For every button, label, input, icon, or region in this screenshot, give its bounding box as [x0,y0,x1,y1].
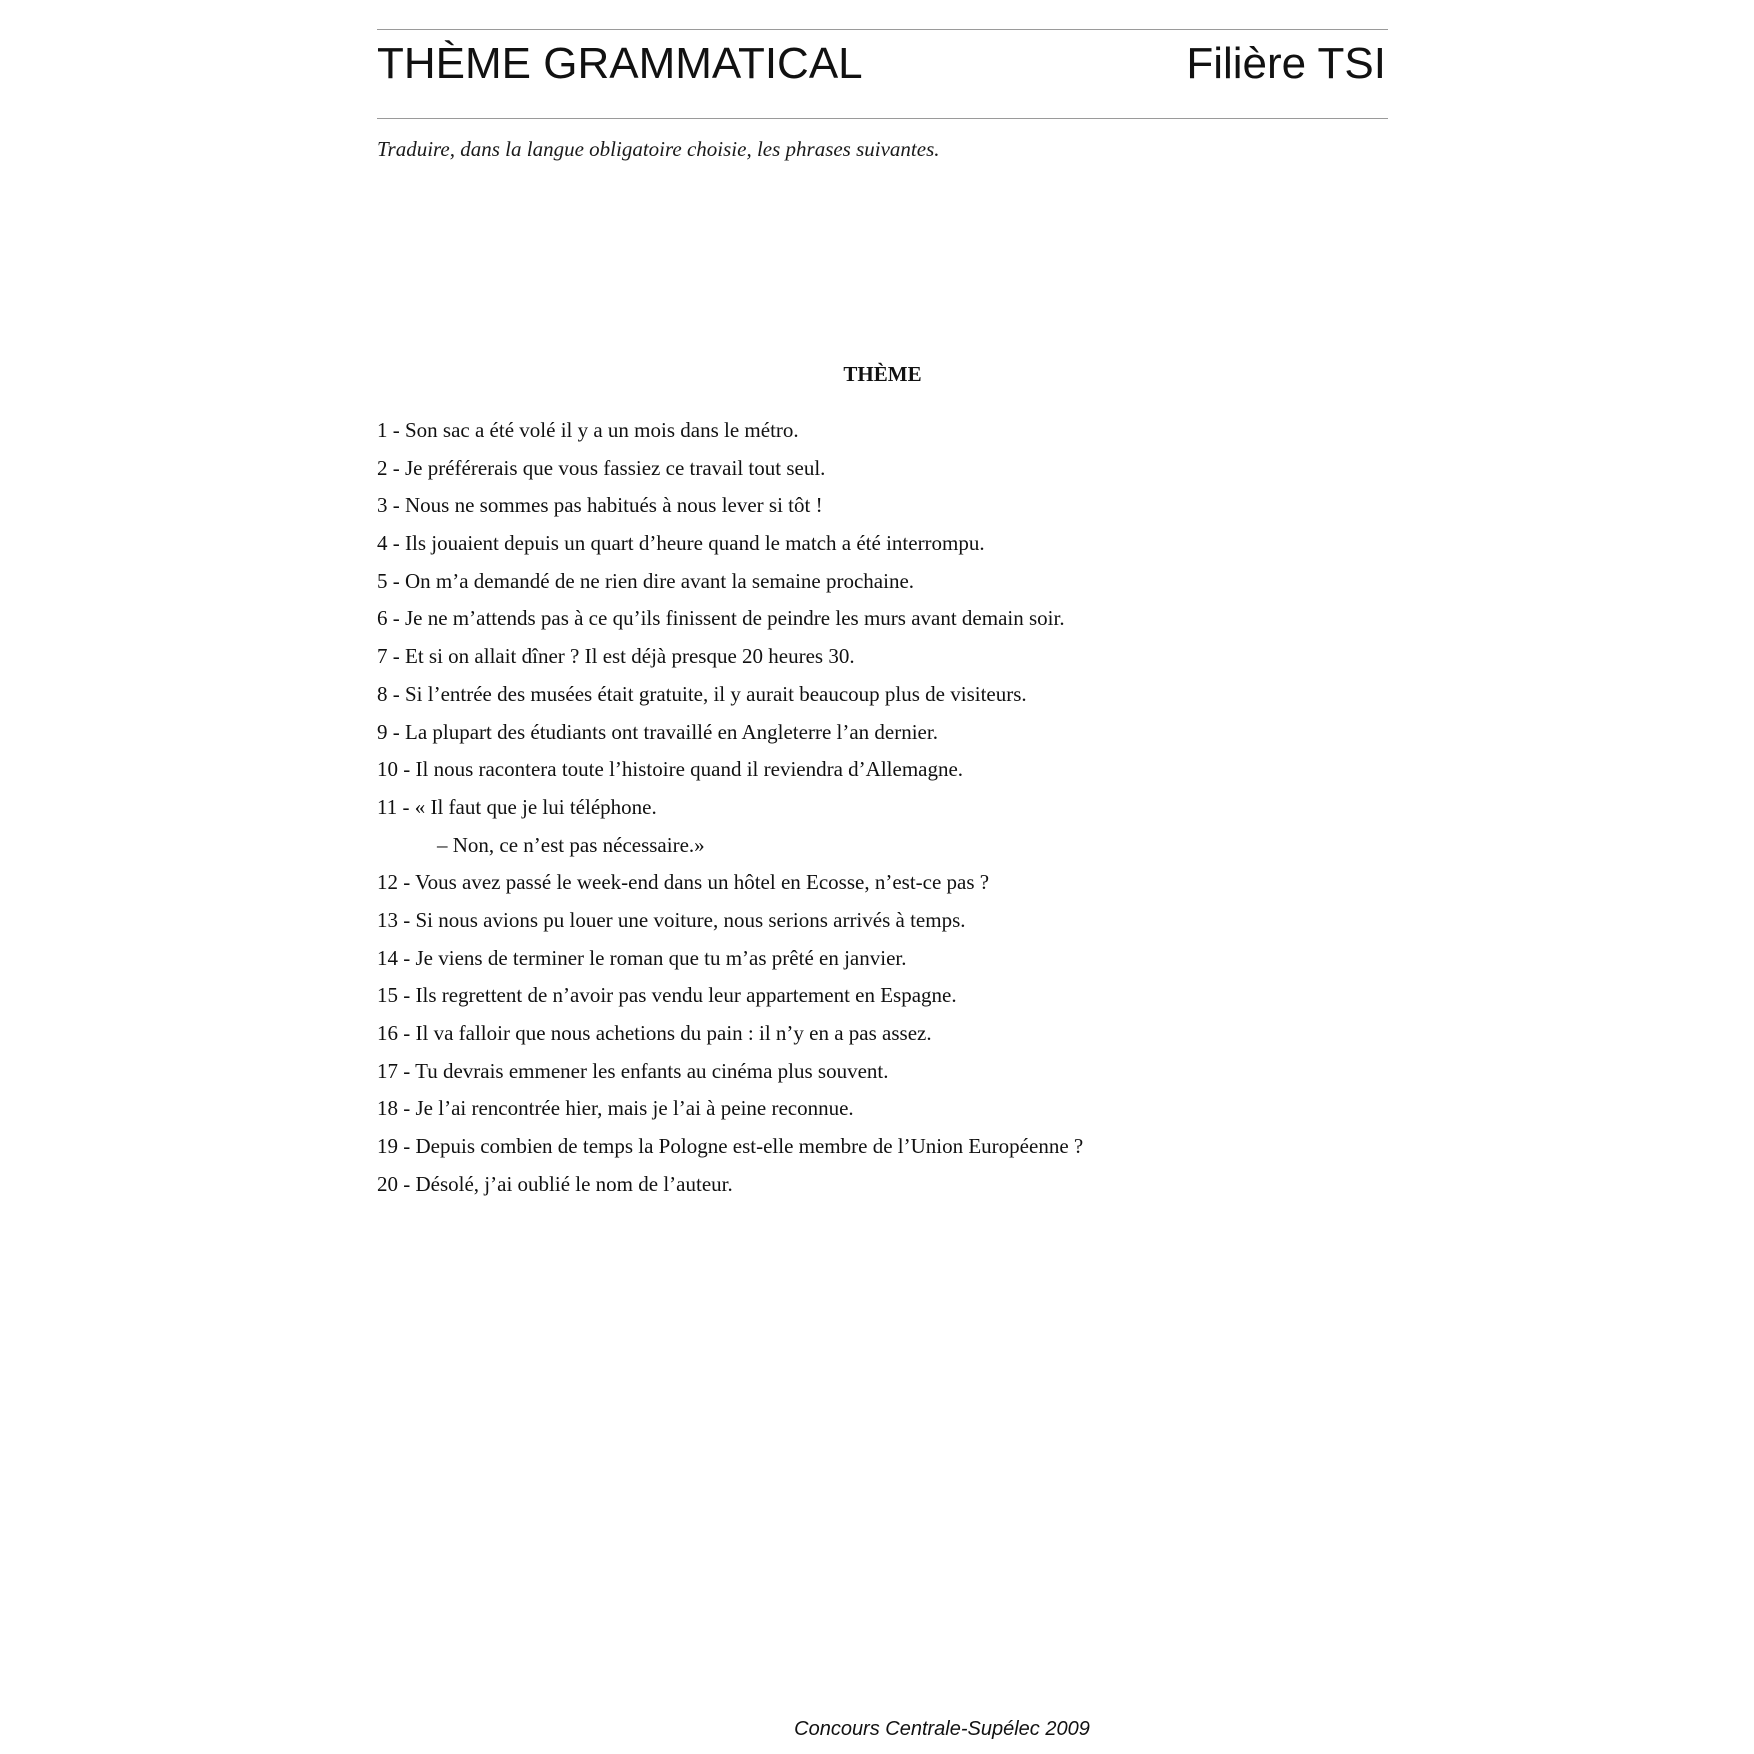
section-title: THÈME [843,362,922,386]
sentence-item: 8 - Si l’entrée des musées était gratuite, il y aurait beaucoup plus de visiteurs. [377,681,1027,706]
page-footer: Concours Centrale-Supélec 2009 [794,1718,1090,1740]
exam-page [377,29,1388,1729]
instruction-text: Traduire, dans la langue obligatoire choisie, les phrases suivantes. [377,137,940,161]
sentence-item: 7 - Et si on allait dîner ? Il est déjà presque 20 heures 30. [377,644,855,669]
sentence-item: 13 - Si nous avions pu louer une voiture, nous serions arrivés à temps. [377,907,966,932]
sentence-item: 20 - Désolé, j’ai oublié le nom de l’auteur. [377,1171,733,1196]
sentence-item: 11 - « Il faut que je lui téléphone. [377,794,657,819]
filiere-label: Filière TSI [1186,39,1386,88]
sentence-item: 12 - Vous avez passé le week-end dans un hôtel en Ecosse, n’est-ce pas ? [377,870,990,895]
sentence-item: 19 - Depuis combien de temps la Pologne est-elle membre de l’Union Européenne ? [377,1134,1084,1159]
sentence-item: 5 - On m’a demandé de ne rien dire avant la semaine prochaine. [377,568,915,593]
sentence-item: 14 - Je viens de terminer le roman que tu m’as prêté en janvier. [377,945,907,970]
page-title: THÈME GRAMMATICAL [377,39,863,88]
page-header [377,30,1388,118]
sentence-item: 3 - Nous ne sommes pas habitués à nous lever si tôt ! [377,493,823,518]
sentence-item: 2 - Je préférerais que vous fassiez ce travail tout seul. [377,455,826,480]
sentence-item: 6 - Je ne m’attends pas à ce qu’ils finissent de peindre les murs avant demain soir. [377,606,1065,631]
sentence-item: 17 - Tu devrais emmener les enfants au cinéma plus souvent. [377,1058,889,1083]
header-bottom-rule [377,118,1388,119]
sentence-item: 1 - Son sac a été volé il y a un mois dans le métro. [377,418,799,442]
sentence-list [377,412,1388,1203]
sentence-continuation: – Non, ce n’est pas nécessaire.» [437,832,705,857]
sentence-item: 9 - La plupart des étudiants ont travaillé en Angleterre l’an dernier. [377,719,938,744]
sentence-item: 18 - Je l’ai rencontrée hier, mais je l’ai à peine reconnue. [377,1096,854,1121]
sentence-item: 10 - Il nous racontera toute l’histoire quand il reviendra d’Allemagne. [377,757,964,782]
sentence-item: 16 - Il va falloir que nous achetions du pain : il n’y en a pas assez. [377,1021,932,1045]
sentence-item: 4 - Ils jouaient depuis un quart d’heure quand le match a été interrompu. [377,531,985,556]
sentence-item: 15 - Ils regrettent de n’avoir pas vendu leur appartement en Espagne. [377,983,957,1008]
